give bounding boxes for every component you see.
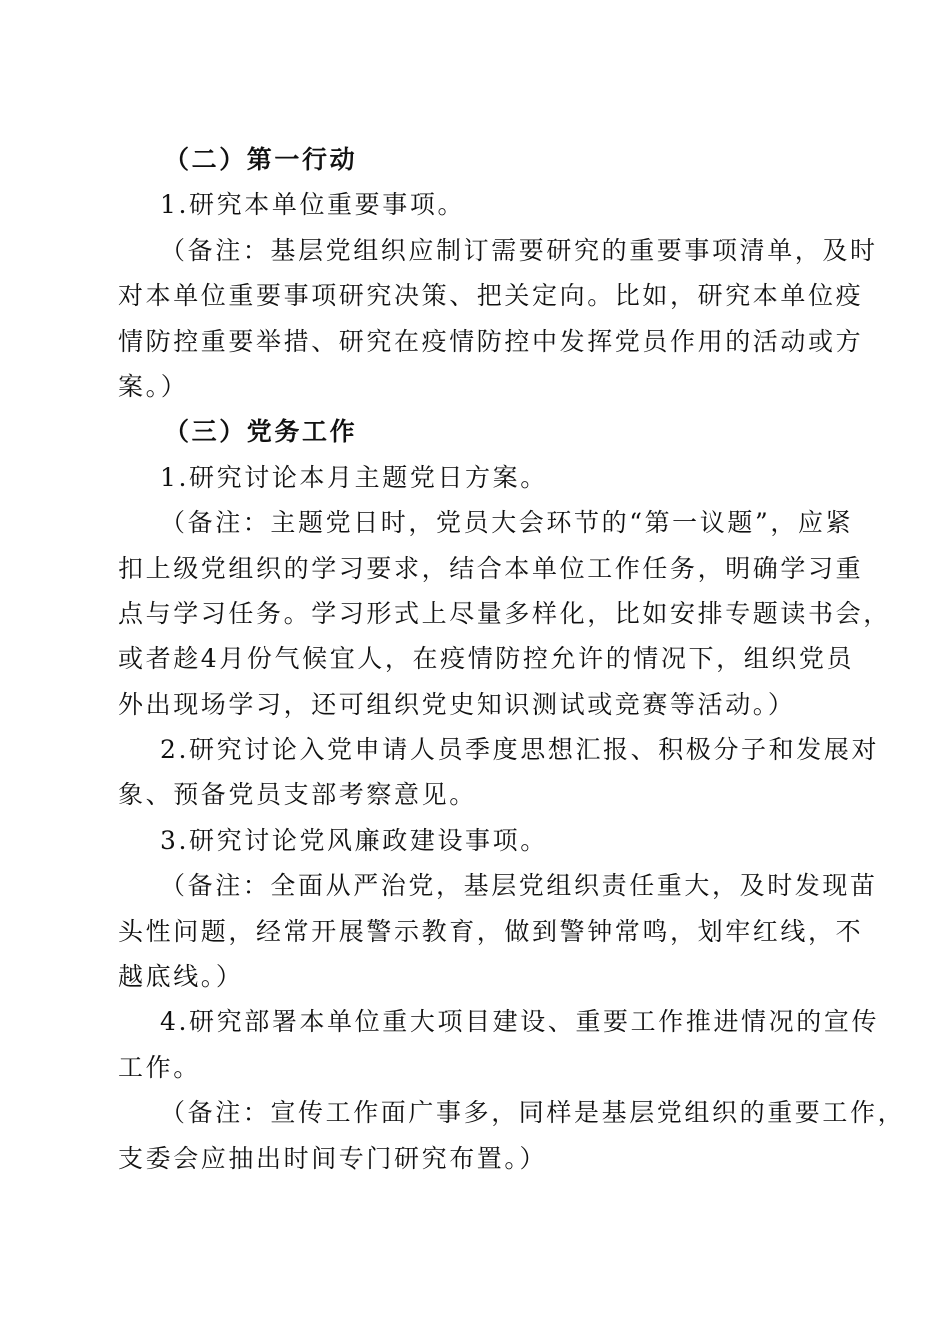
item-line: 工作。 — [118, 1052, 201, 1082]
note-line: （备注：主题党日时，党员大会环节的“第一议题”，应紧 — [160, 508, 854, 538]
item-line: 3.研究讨论党风廉政建设事项。 — [160, 825, 548, 855]
note-line: （备注：全面从严治党，基层党组织责任重大，及时发现苗 — [160, 871, 878, 901]
section-heading-3: （三）党务工作 — [164, 417, 358, 447]
note-line: 支委会应抽出时间专门研究布置。） — [118, 1143, 548, 1173]
note-line: （备注：基层党组织应制订需要研究的重要事项清单，及时 — [160, 235, 878, 265]
section-heading-2: （二）第一行动 — [164, 145, 358, 174]
item-line: 1.研究讨论本月主题党日方案。 — [160, 462, 548, 492]
item-line: 2.研究讨论入党申请人员季度思想汇报、积极分子和发展对 — [160, 735, 880, 765]
note-line: 外出现场学习，还可组织党史知识测试或竞赛等活动。） — [118, 689, 796, 719]
item-line: 4.研究部署本单位重大项目建设、重要工作推进情况的宣传 — [160, 1007, 880, 1037]
note-line: 对本单位重要事项研究决策、把关定向。比如，研究本单位疫 — [118, 281, 864, 311]
document-body — [118, 137, 906, 1181]
note-line: 或者趁4月份气候宜人，在疫情防控允许的情况下，组织党员 — [118, 644, 855, 674]
note-line: 越底线。） — [118, 962, 244, 992]
item-line: 1.研究本单位重要事项。 — [160, 190, 466, 220]
note-line: 案。） — [118, 371, 189, 401]
note-line: （备注：宣传工作面广事多，同样是基层党组织的重要工作， — [160, 1098, 906, 1128]
note-line: 扣上级党组织的学习要求，结合本单位工作任务，明确学习重 — [118, 553, 864, 583]
item-line: 象、预备党员支部考察意见。 — [118, 780, 477, 810]
note-line: 头性问题，经常开展警示教育，做到警钟常鸣，划牢红线，不 — [118, 916, 864, 946]
note-line: 情防控重要举措、研究在疫情防控中发挥党员作用的活动或方 — [118, 326, 864, 356]
note-line: 点与学习任务。学习形式上尽量多样化，比如安排专题读书会， — [118, 598, 891, 628]
